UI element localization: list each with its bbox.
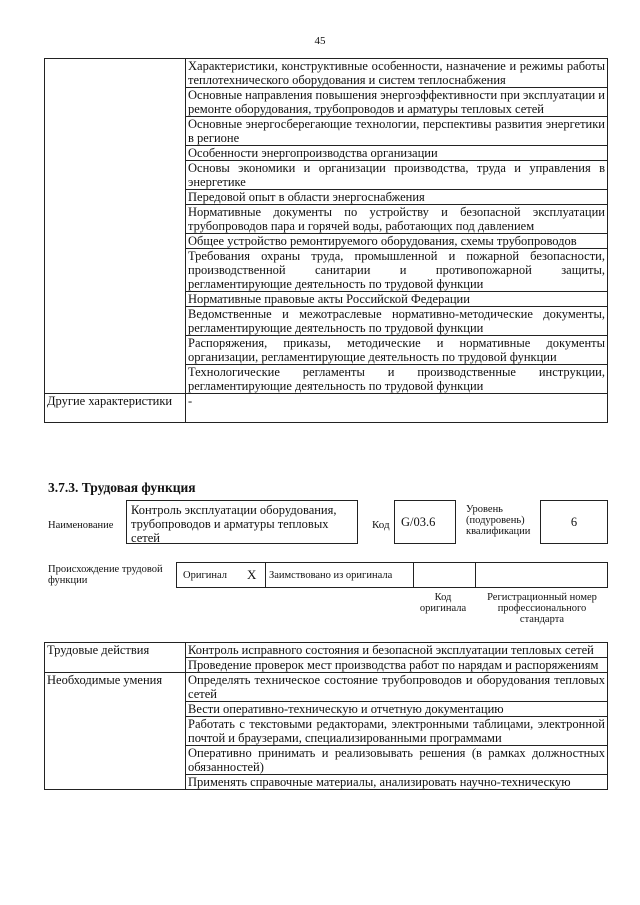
table-cell: Определять техническое состояние трубопроводов и оборудования тепловых сетей (186, 673, 608, 702)
code-value: G/03.6 (394, 500, 456, 544)
group-label: Трудовые действия (45, 643, 186, 673)
name-value: Контроль эксплуатации оборудования, трубопроводов и арматуры тепловых сетей (126, 500, 358, 544)
table-cell: Ведомственные и межотраслевые нормативно-методические документы, регламентирующие деятельность по трудовой функции (186, 307, 608, 336)
table-cell: Основы экономики и организации производства, труда и управления в энергетике (186, 161, 608, 190)
table-cell: Работать с текстовыми редакторами, электронными таблицами, электронной почтой и браузерами, специализированными программами (186, 717, 608, 746)
table-cell: Требования охраны труда, промышленной и пожарной безопасности, производственной санитарии и противопожарной защиты, регламентирующие деятельность по трудовой функции (186, 249, 608, 292)
code-label: Код (372, 519, 390, 531)
table-cell: Применять справочные материалы, анализировать научно-техническую (186, 775, 608, 790)
table-cell: Вести оперативно-техническую и отчетную документацию (186, 702, 608, 717)
other-characteristics-value: - (186, 394, 608, 423)
reg-number-label: Регистрационный номер профессионального стандарта (487, 592, 597, 625)
table-label-cell (45, 59, 186, 394)
page-number: 45 (314, 35, 326, 47)
table-cell: Особенности энергопроизводства организации (186, 146, 608, 161)
origin-label: Происхождение трудовой функции (48, 564, 163, 586)
other-characteristics-label: Другие характеристики (45, 394, 186, 423)
original-mark: X (247, 567, 257, 582)
table-cell: Передовой опыт в области энергоснабжения (186, 190, 608, 205)
table-cell: Оперативно принимать и реализовывать решения (в рамках должностных обязанностей) (186, 746, 608, 775)
group-label: Необходимые умения (45, 673, 186, 790)
level-label: Уровень (подуровень) квалификации (466, 504, 531, 537)
code-original-label: Код оригинала (419, 592, 467, 614)
table-row (45, 643, 608, 658)
borrowed-label: Заимствовано из оригинала (269, 570, 393, 581)
name-label: Наименование (48, 520, 114, 531)
table-row (45, 59, 608, 88)
table-row (45, 394, 608, 423)
table-cell: Распоряжения, приказы, методические и нормативные документы организации, регламентирующие деятельность по трудовой функции (186, 336, 608, 365)
table-cell: Основные энергосберегающие технологии, перспективы развития энергетики в регионе (186, 117, 608, 146)
original-label: Оригинал (183, 570, 227, 581)
labor-table (44, 642, 608, 790)
table-cell: Контроль исправного состояния и безопасной эксплуатации тепловых сетей (186, 643, 608, 658)
table-cell: Проведение проверок мест производства работ по нарядам и распоряжениям (186, 658, 608, 673)
table-row (45, 673, 608, 702)
table-cell: Нормативные правовые акты Российской Федерации (186, 292, 608, 307)
table-cell: Основные направления повышения энергоэффективности при эксплуатации и ремонте оборудования, трубопроводов и арматуры тепловых сетей (186, 88, 608, 117)
origin-box (176, 562, 608, 588)
level-value: 6 (540, 500, 608, 544)
table-cell: Технологические регламенты и производственные инструкции, регламентирующие деятельность по трудовой функции (186, 365, 608, 394)
table-cell: Характеристики, конструктивные особенности, назначение и режимы работы теплотехнического оборудования и систем теплоснабжения (186, 59, 608, 88)
table-cell: Нормативные документы по устройству и безопасной эксплуатации трубопроводов пара и горячей воды, работающих под давлением (186, 205, 608, 234)
section-title: 3.7.3. Трудовая функция (48, 480, 196, 495)
knowledge-table (44, 58, 608, 423)
table-cell: Общее устройство ремонтируемого оборудования, схемы трубопроводов (186, 234, 608, 249)
